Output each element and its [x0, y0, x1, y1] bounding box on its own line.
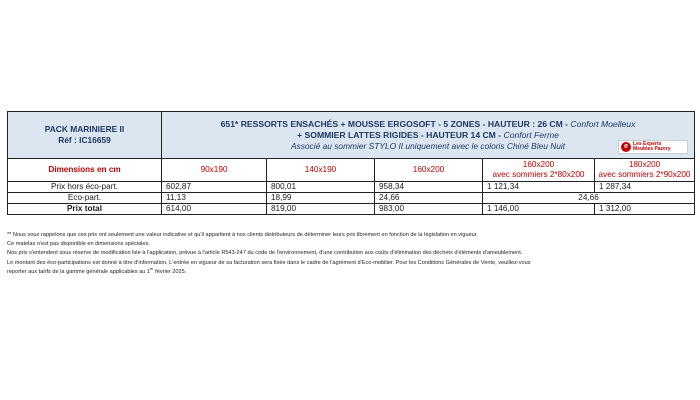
- eco-cell: 18,99: [267, 193, 375, 204]
- note-superscript: er: [150, 265, 154, 271]
- eco-cell: 11,13: [162, 193, 267, 204]
- total-row: [8, 204, 695, 215]
- dim-cell: [267, 159, 375, 182]
- brand-logo-line-2: Meubles Pazery: [633, 146, 671, 152]
- dim-cell: [595, 159, 695, 182]
- eco-cell-merged: 24,66: [483, 193, 695, 204]
- eco-row: [8, 193, 695, 204]
- dim-size: 160x200: [522, 160, 555, 169]
- brand-logo-line-1: Les Experts: [633, 140, 662, 147]
- note-line: ** Nous vous rappelons que ces prix ont seulement une valeur indicative et qu'il appartient à nos clients distributeurs de déterminer leurs prix librement en fonction de la législation en vigueur.: [7, 232, 478, 238]
- product-ref: Réf : IC16659: [58, 135, 111, 145]
- description-line-2-bold: + SOMMIER LATTES RIGIDES - HAUTEUR 14 CM -: [297, 129, 504, 140]
- price-row: [8, 182, 695, 193]
- dim-cell: [375, 159, 483, 182]
- description-line-1-bold: 651* RESSORTS ENSACHÉS + MOUSSE ERGOSOFT - 5 ZONES - HAUTEUR : 26 CM -: [220, 118, 571, 129]
- total-cell: 983,00: [375, 204, 483, 215]
- brand-logo-text: [633, 142, 671, 153]
- price-table: [7, 111, 695, 215]
- description-line-2: [162, 130, 694, 141]
- dim-size: 140x190: [304, 165, 337, 174]
- total-cell-highlight: 819,00: [267, 204, 375, 215]
- price-cell: 1 121,34: [483, 182, 595, 193]
- note-line-text-end: février 2025.: [153, 268, 187, 275]
- price-cell: 958,34: [375, 182, 483, 193]
- description-line-3: Associé au sommier STYLO II uniquement avec le coloris Chiné Bleu Nuit: [290, 140, 566, 151]
- product-header-cell: [8, 112, 162, 159]
- description-line-1-comfort: Confort Moelleux: [570, 118, 636, 129]
- dimensions-row: [8, 159, 695, 182]
- note-line: [7, 265, 697, 277]
- price-label: Prix hors éco-part.: [8, 182, 162, 193]
- dimensions-label: Dimensions en cm: [8, 159, 162, 182]
- dim-note: avec sommiers 2*90x200: [598, 170, 691, 179]
- dim-size: 90x190: [200, 165, 228, 174]
- description-line-1: [162, 119, 694, 130]
- brand-logo-icon: e: [621, 142, 631, 152]
- price-cell: 1 287,34: [595, 182, 695, 193]
- product-name: PACK MARINIERE II: [44, 124, 125, 134]
- total-cell: 614,00: [162, 204, 267, 215]
- note-line: Nos prix s'entendent sous réserve de modification liée à l'application, prévue à l'article R543-247 du code de l'environnement, d'une contribution aux coûts d'élimination des déchets d'éléments d'ameublement.: [7, 250, 523, 257]
- legal-notes: [7, 231, 697, 277]
- note-line: Ce matelas n'est pas disponible en dimensions spéciales.: [7, 241, 150, 248]
- dim-size: 180x200: [628, 160, 661, 169]
- dim-cell: [162, 159, 267, 182]
- total-cell: 1 312,00: [595, 204, 695, 215]
- note-line: Le montant des éco-participations est donné à titre d'information. L'entrée en vigueur de sa facturation sera fixée dans le cadre de l'agrément d'Eco-mobilier. Pour les Conditions Générales de Vente, veuillez-vous: [7, 259, 531, 266]
- price-table-wrapper: [7, 111, 694, 215]
- price-cell: 800,01: [267, 182, 375, 193]
- product-description-cell: [162, 112, 695, 159]
- dim-cell: [483, 159, 595, 182]
- total-cell: 1 146,00: [483, 204, 595, 215]
- note-line-text: reporter aux tarifs de la gamme générale applicables au 1: [7, 268, 151, 275]
- eco-label: Eco-part.: [8, 193, 162, 204]
- price-cell: 602,87: [162, 182, 267, 193]
- total-label: Prix total: [8, 204, 162, 215]
- dim-note: avec sommiers 2*80x200: [492, 170, 585, 179]
- dim-size: 160x200: [412, 165, 445, 174]
- eco-cell: 24,66: [375, 193, 483, 204]
- description-line-2-comfort: Confort Ferme: [503, 129, 559, 140]
- brand-logo: [618, 140, 688, 154]
